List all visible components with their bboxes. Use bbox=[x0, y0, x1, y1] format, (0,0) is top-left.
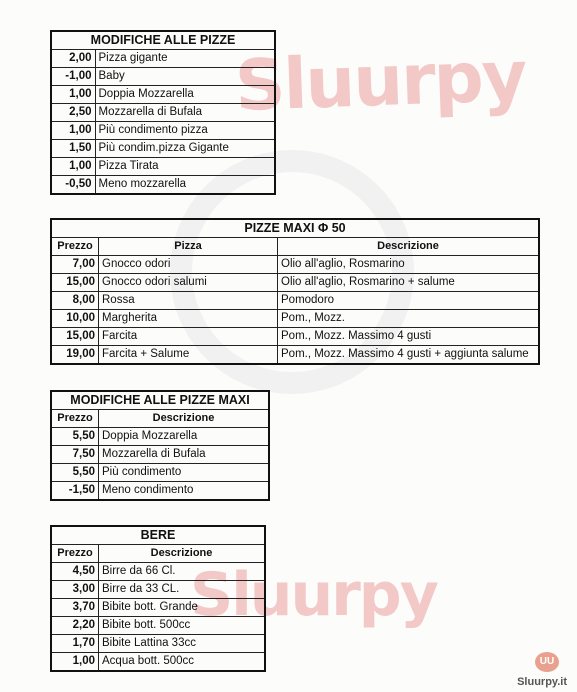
table-row bbox=[51, 274, 539, 292]
price-cell: 7,50 bbox=[51, 446, 99, 464]
description-cell: Bibite Lattina 33cc bbox=[99, 635, 266, 653]
price-cell: 3,00 bbox=[51, 581, 99, 599]
item-cell: Farcita + Salume bbox=[99, 346, 278, 365]
price-cell: 1,50 bbox=[51, 140, 95, 158]
table-row bbox=[51, 446, 269, 464]
price-cell: 10,00 bbox=[51, 310, 99, 328]
item-cell: Gnocco odori salumi bbox=[99, 274, 278, 292]
description-cell: Più condimento pizza bbox=[95, 122, 275, 140]
description-cell: Birre da 66 Cl. bbox=[99, 563, 266, 581]
watermark-top: Sluurpy bbox=[233, 34, 527, 128]
description-cell: Pizza Tirata bbox=[95, 158, 275, 176]
description-cell: Più condimento bbox=[99, 464, 270, 482]
description-cell: Meno mozzarella bbox=[95, 176, 275, 195]
col-descrizione: Descrizione bbox=[99, 545, 266, 563]
pizza-modifications-title: MODIFICHE ALLE PIZZE bbox=[51, 31, 275, 50]
table-row bbox=[51, 599, 265, 617]
table-row bbox=[51, 104, 275, 122]
price-cell: 2,20 bbox=[51, 617, 99, 635]
price-cell: 1,00 bbox=[51, 158, 95, 176]
table-row bbox=[51, 346, 539, 365]
price-cell: -0,50 bbox=[51, 176, 95, 195]
table-row bbox=[51, 292, 539, 310]
col-descrizione: Descrizione bbox=[278, 238, 540, 256]
maxi-modifications-title: MODIFICHE ALLE PIZZE MAXI bbox=[51, 391, 269, 410]
price-cell: 5,50 bbox=[51, 464, 99, 482]
col-prezzo: Prezzo bbox=[51, 410, 99, 428]
table-row bbox=[51, 50, 275, 68]
pizza-modifications-table bbox=[50, 30, 276, 195]
watermark-bottom: Sluurpy bbox=[190, 560, 437, 630]
description-cell: Bibite bott. 500cc bbox=[99, 617, 266, 635]
item-cell: Gnocco odori bbox=[99, 256, 278, 274]
description-cell: Pizza gigante bbox=[95, 50, 275, 68]
description-cell: Più condim.pizza Gigante bbox=[95, 140, 275, 158]
col-prezzo: Prezzo bbox=[51, 238, 99, 256]
table-row bbox=[51, 482, 269, 501]
price-cell: 1,00 bbox=[51, 86, 95, 104]
price-cell: 4,50 bbox=[51, 563, 99, 581]
sluurpy-logo-icon: UU bbox=[535, 652, 559, 672]
price-cell: 1,70 bbox=[51, 635, 99, 653]
description-cell: Acqua bott. 500cc bbox=[99, 653, 266, 672]
table-row bbox=[51, 256, 539, 274]
price-cell: 1,00 bbox=[51, 122, 95, 140]
col-descrizione: Descrizione bbox=[99, 410, 270, 428]
table-row bbox=[51, 158, 275, 176]
price-cell: 8,00 bbox=[51, 292, 99, 310]
table-row bbox=[51, 328, 539, 346]
item-cell: Margherita bbox=[99, 310, 278, 328]
price-cell: 15,00 bbox=[51, 274, 99, 292]
table-row bbox=[51, 464, 269, 482]
description-cell: Mozzarella di Bufala bbox=[95, 104, 275, 122]
sluurpy-site-label: Sluurpy.it bbox=[517, 676, 567, 688]
price-cell: 3,70 bbox=[51, 599, 99, 617]
price-cell: 5,50 bbox=[51, 428, 99, 446]
description-cell: Doppia Mozzarella bbox=[99, 428, 270, 446]
table-row bbox=[51, 428, 269, 446]
price-cell: 15,00 bbox=[51, 328, 99, 346]
price-cell: 7,00 bbox=[51, 256, 99, 274]
table-row bbox=[51, 310, 539, 328]
price-cell: 19,00 bbox=[51, 346, 99, 365]
col-prezzo: Prezzo bbox=[51, 545, 99, 563]
description-cell: Baby bbox=[95, 68, 275, 86]
table-row bbox=[51, 68, 275, 86]
description-cell: Mozzarella di Bufala bbox=[99, 446, 270, 464]
description-cell: Pom., Mozz. Massimo 4 gusti + aggiunta salume bbox=[278, 346, 540, 365]
table-row bbox=[51, 176, 275, 195]
price-cell: 2,00 bbox=[51, 50, 95, 68]
description-cell: Olio all'aglio, Rosmarino bbox=[278, 256, 540, 274]
description-cell: Bibite bott. Grande bbox=[99, 599, 266, 617]
maxi-pizza-table bbox=[50, 218, 540, 365]
price-cell: 2,50 bbox=[51, 104, 95, 122]
table-row bbox=[51, 140, 275, 158]
description-cell: Meno condimento bbox=[99, 482, 270, 501]
table-row bbox=[51, 563, 265, 581]
table-row bbox=[51, 635, 265, 653]
maxi-pizza-title: PIZZE MAXI Φ 50 bbox=[51, 219, 539, 238]
table-row bbox=[51, 122, 275, 140]
description-cell: Pomodoro bbox=[278, 292, 540, 310]
table-row bbox=[51, 617, 265, 635]
description-cell: Olio all'aglio, Rosmarino + salume bbox=[278, 274, 540, 292]
description-cell: Birre da 33 CL. bbox=[99, 581, 266, 599]
price-cell: -1,00 bbox=[51, 68, 95, 86]
item-cell: Farcita bbox=[99, 328, 278, 346]
price-cell: -1,50 bbox=[51, 482, 99, 501]
description-cell: Pom., Mozz. Massimo 4 gusti bbox=[278, 328, 540, 346]
table-row bbox=[51, 581, 265, 599]
item-cell: Rossa bbox=[99, 292, 278, 310]
col-pizza: Pizza bbox=[99, 238, 278, 256]
maxi-modifications-table bbox=[50, 390, 270, 501]
drinks-title: BERE bbox=[51, 526, 265, 545]
price-cell: 1,00 bbox=[51, 653, 99, 672]
description-cell: Pom., Mozz. bbox=[278, 310, 540, 328]
drinks-table bbox=[50, 525, 266, 672]
table-row bbox=[51, 86, 275, 104]
table-row bbox=[51, 653, 265, 672]
description-cell: Doppia Mozzarella bbox=[95, 86, 275, 104]
